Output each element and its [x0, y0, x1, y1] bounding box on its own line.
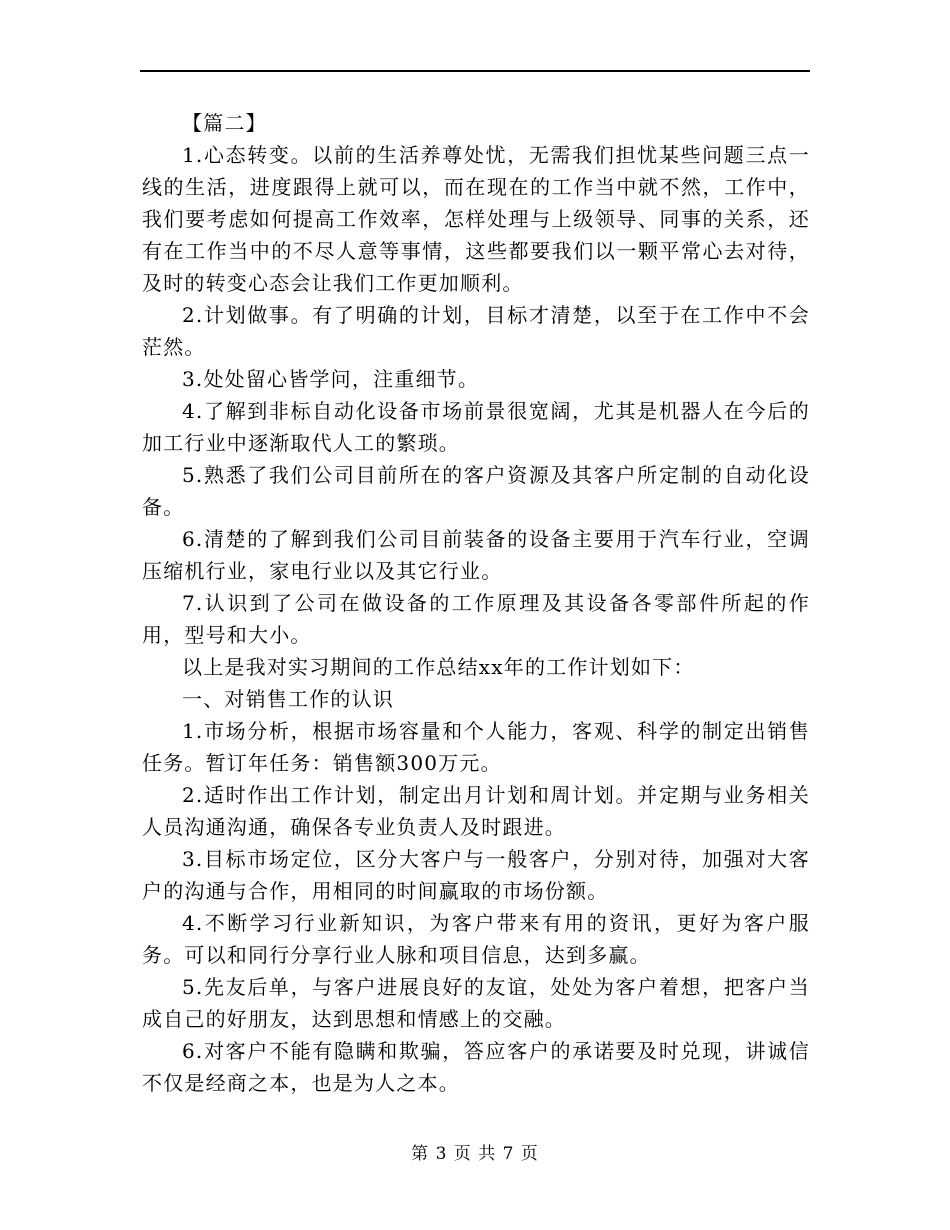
paragraph: 5.熟悉了我们公司目前所在的客户资源及其客户所定制的自动化设备。	[142, 463, 810, 519]
paragraph: 6.对客户不能有隐瞒和欺骗，答应客户的承诺要及时兑现，讲诚信不仅是经商之本，也是为人之本。	[142, 1039, 810, 1095]
document-body	[142, 107, 810, 1099]
paragraph: 以上是我对实习期间的工作总结xx年的工作计划如下：	[182, 655, 695, 679]
paragraph: 6.清楚的了解到我们公司目前装备的设备主要用于汽车行业，空调压缩机行业，家电行业以及其它行业。	[142, 527, 810, 583]
paragraph: 2.适时作出工作计划，制定出月计划和周计划。并定期与业务相关人员沟通沟通，确保各专业负责人及时跟进。	[142, 783, 810, 839]
paragraph: 3.处处留心皆学问，注重细节。	[182, 367, 480, 391]
paragraph: 1.市场分析，根据市场容量和个人能力，客观、科学的制定出销售任务。暂订年任务：销售额300万元。	[142, 719, 810, 775]
paragraph: 2.计划做事。有了明确的计划，目标才清楚，以至于在工作中不会茫然。	[142, 303, 810, 359]
paragraph: 4.不断学习行业新知识，为客户带来有用的资讯，更好为客户服务。可以和同行分享行业人脉和项目信息，达到多赢。	[142, 911, 810, 967]
page-footer: 第 3 页 共 7 页	[411, 1144, 539, 1164]
paragraph: 7.认识到了公司在做设备的工作原理及其设备各零部件所起的作用，型号和大小。	[142, 591, 810, 647]
paragraph: 4.了解到非标自动化设备市场前景很宽阔，尤其是机器人在今后的加工行业中逐渐取代人工的繁琐。	[142, 399, 810, 455]
header-rule	[140, 70, 810, 72]
subsection-heading: 一、对销售工作的认识	[182, 687, 394, 711]
paragraph: 3.目标市场定位，区分大客户与一般客户，分别对待，加强对大客户的沟通与合作，用相同的时间赢取的市场份额。	[142, 847, 810, 903]
paragraph: 1.心态转变。以前的生活养尊处忧，无需我们担忧某些问题三点一线的生活，进度跟得上就可以，而在现在的工作当中就不然，工作中，我们要考虑如何提高工作效率，怎样处理与上级领导、同事的关系，还有在工作当中的不尽人意等事情，这些都要我们以一颗平常心去对待，及时的转变心态会让我们工作更加顺利。	[142, 143, 810, 295]
section-heading: 【篇二】	[182, 111, 267, 135]
paragraph: 5.先友后单，与客户进展良好的友谊，处处为客户着想，把客户当成自己的好朋友，达到思想和情感上的交融。	[142, 975, 810, 1031]
